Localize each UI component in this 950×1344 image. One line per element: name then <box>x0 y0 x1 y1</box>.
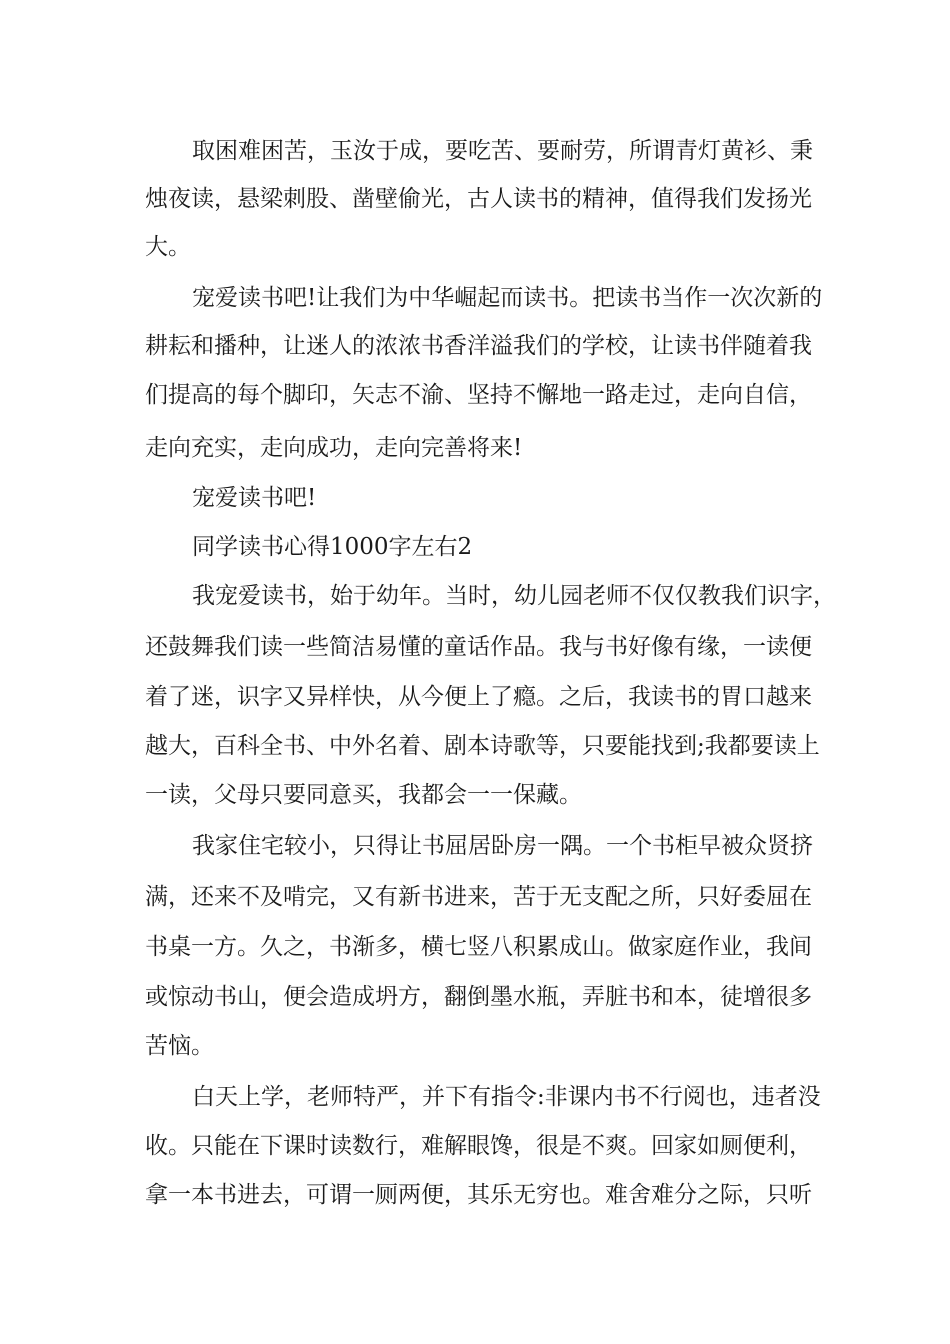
text-line: 宠爱读书吧!让我们为中华崛起而读书。把读书当作一次次新的 <box>192 285 823 311</box>
text-line: 越大，百科全书、中外名着、剧本诗歌等，只要能找到;我都要读上 <box>145 733 820 759</box>
text-line: 还鼓舞我们读一些简洁易懂的童话作品。我与书好像有缘，一读便 <box>145 634 812 660</box>
text-line: 拿一本书进去，可谓一厕两便，其乐无穷也。难舍难分之际，只听 <box>145 1182 812 1208</box>
text-line: 我宠爱读书，始于幼年。当时，幼儿园老师不仅仅教我们识字， <box>192 583 836 609</box>
text-line: 书桌一方。久之，书渐多，横七竖八积累成山。做家庭作业，我间 <box>145 934 812 960</box>
text-line: 一读，父母只要同意买，我都会一一保藏。 <box>145 782 582 808</box>
section-heading: 同学读书心得1000字左右2 <box>192 534 473 560</box>
text-line: 取困难困苦，玉汝于成，要吃苦、要耐劳，所谓青灯黄衫、秉 <box>192 138 813 164</box>
text-line: 烛夜读，悬梁刺股、凿壁偷光，古人读书的精神，值得我们发扬光 <box>145 186 812 212</box>
text-line: 们提高的每个脚印，矢志不渝、坚持不懈地一路走过，走向自信， <box>145 382 812 408</box>
text-line: 白天上学，老师特严，并下有指令:非课内书不行阅也，违者没 <box>192 1084 821 1110</box>
text-line: 满，还来不及啃完，又有新书进来，苦于无支配之所，只好委屈在 <box>145 884 812 910</box>
text-line: 或惊动书山，便会造成坍方，翻倒墨水瓶，弄脏书和本，徒增很多 <box>145 984 812 1010</box>
text-line: 大。 <box>145 234 191 260</box>
text-line: 苦恼。 <box>145 1033 214 1059</box>
text-line: 收。只能在下课时读数行，难解眼馋，很是不爽。回家如厕便利， <box>145 1133 812 1159</box>
text-line: 宠爱读书吧! <box>192 485 317 511</box>
text-line: 走向充实，走向成功，走向完善将来! <box>145 435 523 461</box>
text-line: 着了迷，识字又异样快，从今便上了瘾。之后，我读书的胃口越来 <box>145 684 812 710</box>
text-line: 耕耘和播种，让迷人的浓浓书香洋溢我们的学校，让读书伴随着我 <box>145 333 812 359</box>
text-line: 我家住宅较小，只得让书屈居卧房一隅。一个书柜早被众贤挤 <box>192 833 813 859</box>
